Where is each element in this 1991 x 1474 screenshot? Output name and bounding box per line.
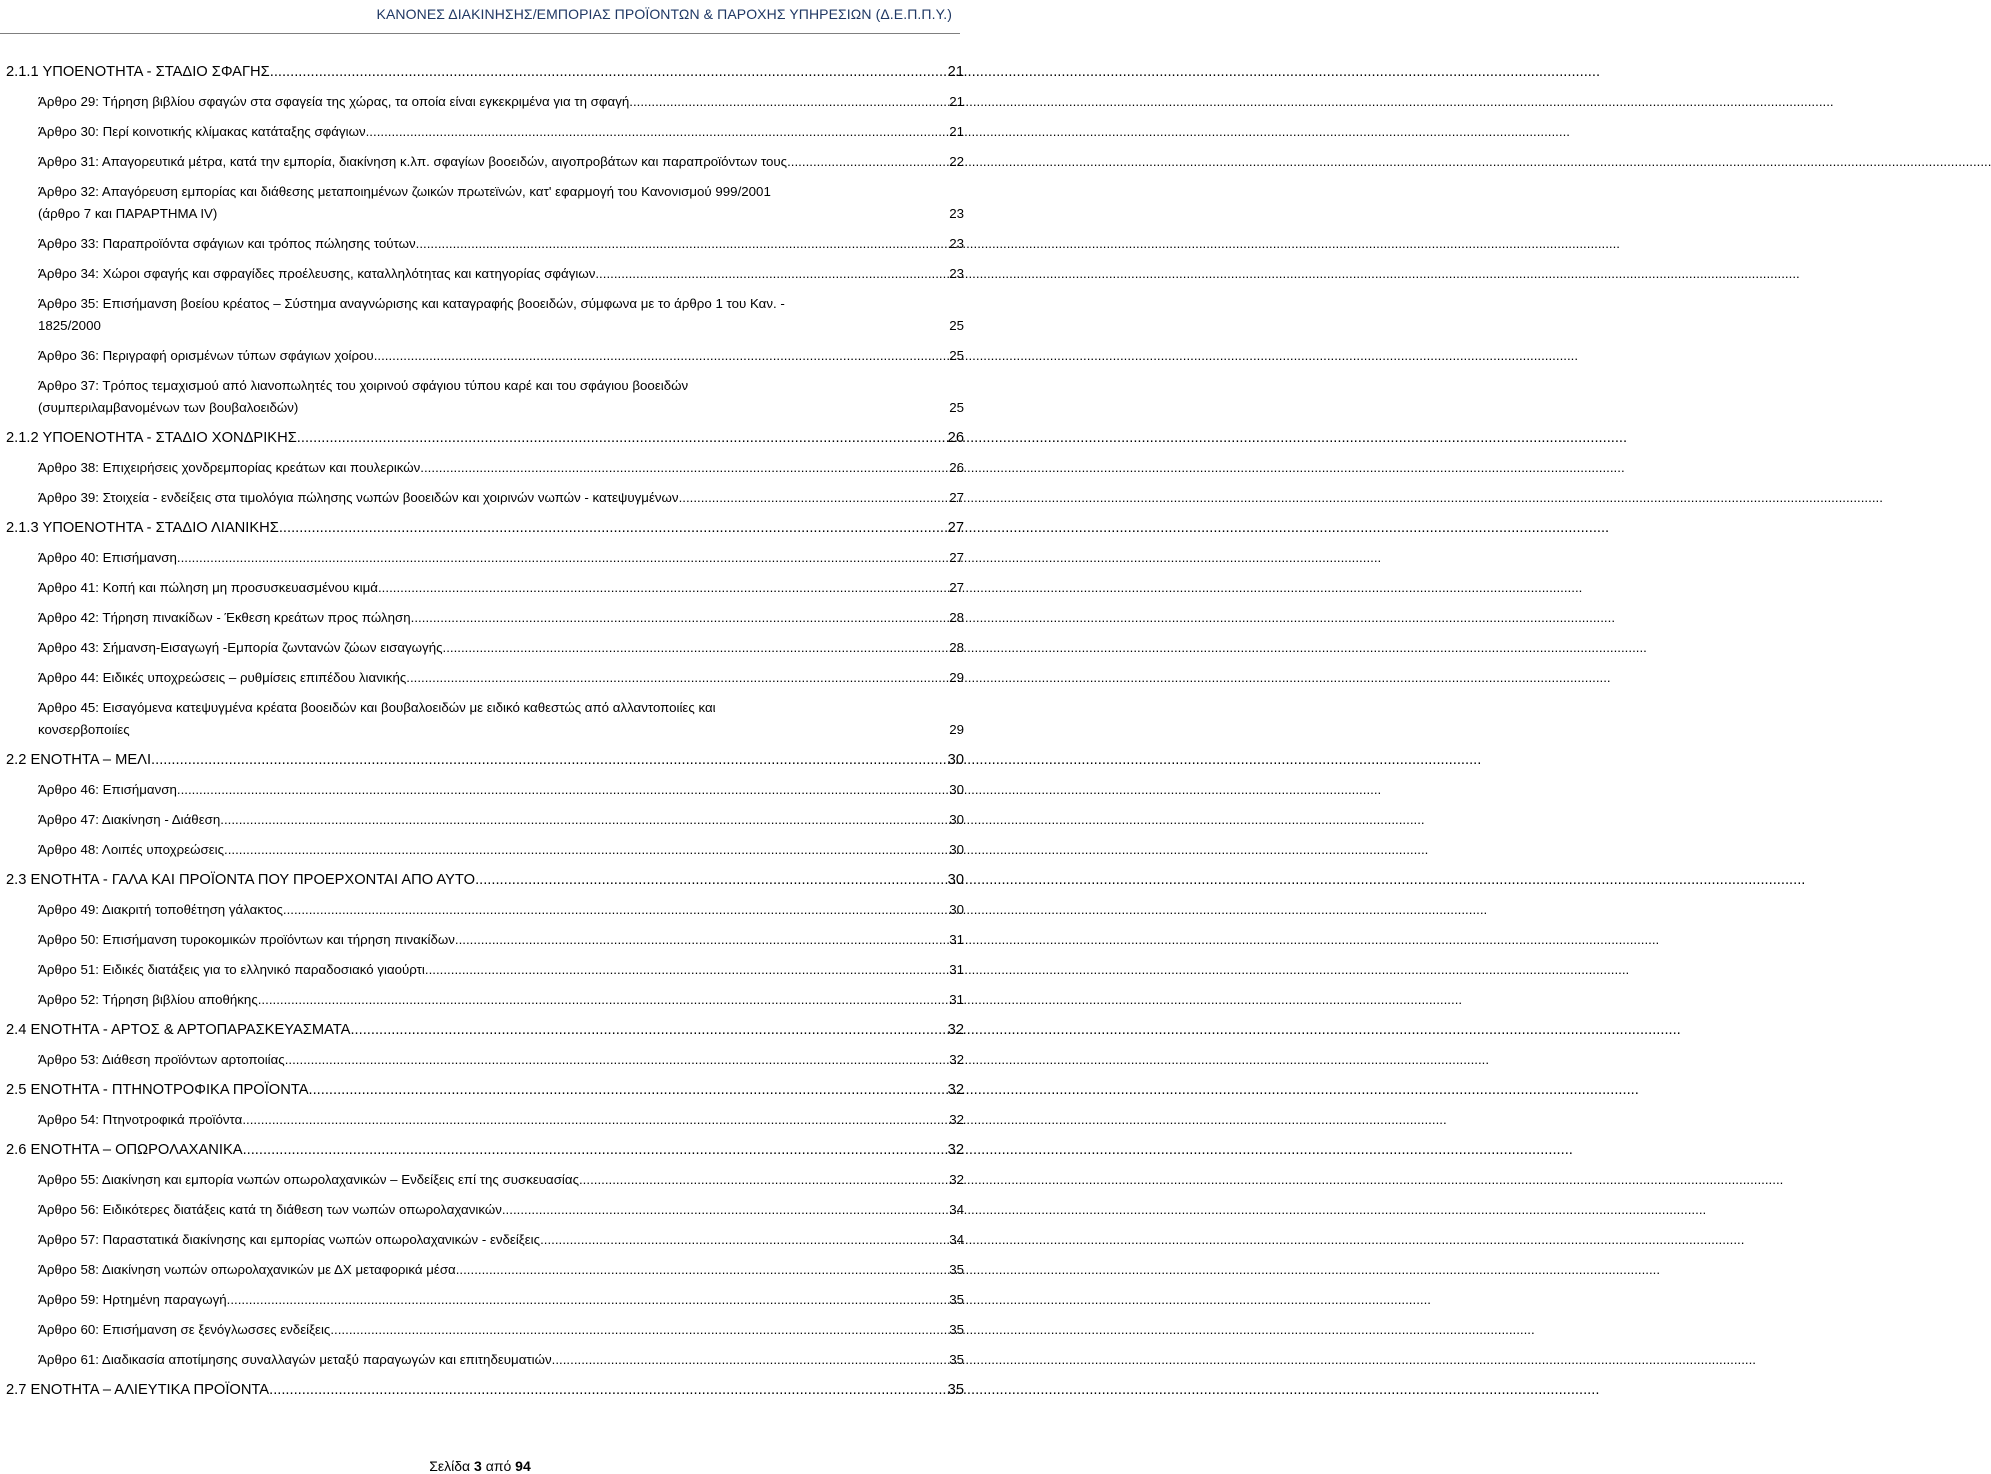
toc-article-59[interactable]: Άρθρο 59: Ηρτημένη παραγωγή ..... 35 xyxy=(6,1289,964,1311)
toc-article-50[interactable]: Άρθρο 50: Επισήμανση τυροκομικών προϊόντων και τήρηση πινακίδων ..... 31 xyxy=(6,929,964,951)
toc-article-36[interactable]: Άρθρο 36: Περιγραφή ορισμένων τύπων σφάγιων χοίρου ..... 25 xyxy=(6,345,964,367)
footer-total-pages: 94 xyxy=(515,1458,531,1474)
footer-page-label: Σελίδα xyxy=(429,1458,471,1474)
toc-section-2-1-1[interactable]: 2.1.1 ΥΠΟΕΝΟΤΗΤΑ - ΣΤΑΔΙΟ ΣΦΑΓΗΣ ..... 21 xyxy=(6,61,964,83)
toc-article-39[interactable]: Άρθρο 39: Στοιχεία - ενδείξεις στα τιμολόγια πώλησης νωπών βοοειδών και χοιρινών νωπών - κατεψυγμένων ..... 27 xyxy=(6,487,964,509)
toc-article-47[interactable]: Άρθρο 47: Διακίνηση - Διάθεση ..... 30 xyxy=(6,809,964,831)
toc-article-38[interactable]: Άρθρο 38: Επιχειρήσεις χονδρεμπορίας κρεάτων και πουλερικών ..... 26 xyxy=(6,457,964,479)
toc-article-61[interactable]: Άρθρο 61: Διαδικασία αποτίμησης συναλλαγών μεταξύ παραγωγών και επιτηδευματιών ..... 35 xyxy=(6,1349,964,1371)
toc-article-33[interactable]: Άρθρο 33: Παραπροϊόντα σφάγιων και τρόπος πώλησης τούτων ..... 23 xyxy=(6,233,964,255)
toc-article-42[interactable]: Άρθρο 42: Τήρηση πινακίδων - Έκθεση κρεάτων προς πώληση ..... 28 xyxy=(6,607,964,629)
toc-article-49[interactable]: Άρθρο 49: Διακριτή τοποθέτηση γάλακτος ..... 30 xyxy=(6,899,964,921)
toc-article-56[interactable]: Άρθρο 56: Ειδικότερες διατάξεις κατά τη διάθεση των νωπών οπωρολαχανικών ..... 34 xyxy=(6,1199,964,1221)
running-header: ΚΑΝΟΝΕΣ ΔΙΑΚΙΝΗΣΗΣ/ΕΜΠΟΡΙΑΣ ΠΡΟΪΟΝΤΩΝ & ΠΑΡΟΧΗΣ ΥΠΗΡΕΣΙΩΝ (Δ.Ε.Π.Π.Υ.) xyxy=(376,6,952,22)
toc-article-43[interactable]: Άρθρο 43: Σήμανση-Εισαγωγή -Εμπορία ζωντανών ζώων εισαγωγής ..... 28 xyxy=(6,637,964,659)
toc-section-2-4[interactable]: 2.4 ΕΝΟΤΗΤΑ - ΑΡΤΟΣ & ΑΡΤΟΠΑΡΑΣΚΕΥΑΣΜΑΤΑ ..... 32 xyxy=(6,1019,964,1041)
toc-article-34[interactable]: Άρθρο 34: Χώροι σφαγής και σφραγίδες προέλευσης, καταλληλότητας και κατηγορίας σφάγιων ..... 23 xyxy=(6,263,964,285)
toc-article-58[interactable]: Άρθρο 58: Διακίνηση νωπών οπωρολαχανικών με ΔΧ μεταφορικά μέσα ..... 35 xyxy=(6,1259,964,1281)
toc-section-2-7[interactable]: 2.7 ΕΝΟΤΗΤΑ – ΑΛΙΕΥΤΙΚΑ ΠΡΟΪΟΝΤΑ ..... 35 xyxy=(6,1379,964,1401)
toc-article-44[interactable]: Άρθρο 44: Ειδικές υποχρεώσεις – ρυθμίσεις επιπέδου λιανικής ..... 29 xyxy=(6,667,964,689)
toc-article-29[interactable]: Άρθρο 29: Τήρηση βιβλίου σφαγών στα σφαγεία της χώρας, τα οποία είναι εγκεκριμένα για τη σφαγή ..... 21 xyxy=(6,91,964,113)
toc-article-60[interactable]: Άρθρο 60: Επισήμανση σε ξενόγλωσσες ενδείξεις ..... 35 xyxy=(6,1319,964,1341)
toc-article-48[interactable]: Άρθρο 48: Λοιπές υποχρεώσεις ..... 30 xyxy=(6,839,964,861)
toc-article-40[interactable]: Άρθρο 40: Επισήμανση ..... 27 xyxy=(6,547,964,569)
toc-section-2-1-2[interactable]: 2.1.2 ΥΠΟΕΝΟΤΗΤΑ - ΣΤΑΔΙΟ ΧΟΝΔΡΙΚΗΣ ..... 26 xyxy=(6,427,964,449)
toc-section-2-2[interactable]: 2.2 ΕΝΟΤΗΤΑ – ΜΕΛΙ ..... 30 xyxy=(6,749,964,771)
toc-article-57[interactable]: Άρθρο 57: Παραστατικά διακίνησης και εμπορίας νωπών οπωρολαχανικών - ενδείξεις ..... 34 xyxy=(6,1229,964,1251)
toc-article-45[interactable]: Άρθρο 45: Εισαγόμενα κατεψυγμένα κρέατα βοοειδών και βουβαλοειδών με ειδικό καθεστώς από αλλαντοποιίες και κονσερβοποιίες 29 xyxy=(38,700,964,737)
toc-section-2-6[interactable]: 2.6 ΕΝΟΤΗΤΑ – ΟΠΩΡΟΛΑΧΑΝΙΚΑ ..... 32 xyxy=(6,1139,964,1161)
toc-article-55[interactable]: Άρθρο 55: Διακίνηση και εμπορία νωπών οπωρολαχανικών – Ενδείξεις επί της συσκευασίας ..... 32 xyxy=(6,1169,964,1191)
toc-article-46[interactable]: Άρθρο 46: Επισήμανση ..... 30 xyxy=(6,779,964,801)
toc-section-2-1-3[interactable]: 2.1.3 ΥΠΟΕΝΟΤΗΤΑ - ΣΤΑΔΙΟ ΛΙΑΝΙΚΗΣ ..... 27 xyxy=(6,517,964,539)
toc-article-52[interactable]: Άρθρο 52: Τήρηση βιβλίου αποθήκης ..... 31 xyxy=(6,989,964,1011)
table-of-contents xyxy=(6,61,964,1401)
toc-section-2-5[interactable]: 2.5 ΕΝΟΤΗΤΑ - ΠΤΗΝΟΤΡΟΦΙΚΑ ΠΡΟΪΟΝΤΑ ..... 32 xyxy=(6,1079,964,1101)
header-divider xyxy=(0,33,960,34)
toc-article-30[interactable]: Άρθρο 30: Περί κοινοτικής κλίμακας κατάταξης σφάγιων ..... 21 xyxy=(6,121,964,143)
page-footer xyxy=(0,1458,960,1474)
footer-separator: από xyxy=(485,1458,512,1474)
toc-article-37[interactable]: Άρθρο 37: Τρόπος τεμαχισμού από λιανοπωλητές του χοιρινού σφάγιου τύπου καρέ και του σφάγιου βοοειδών (συμπεριλαμβανομένων των βουβαλοειδών) 25 xyxy=(38,378,964,415)
toc-article-51[interactable]: Άρθρο 51: Ειδικές διατάξεις για το ελληνικό παραδοσιακό γιαούρτι ..... 31 xyxy=(6,959,964,981)
toc-section-2-3[interactable]: 2.3 ΕΝΟΤΗΤΑ - ΓΑΛΑ ΚΑΙ ΠΡΟΪΟΝΤΑ ΠΟΥ ΠΡΟΕΡΧΟΝΤΑΙ ΑΠΟ ΑΥΤΟ ..... 30 xyxy=(6,869,964,891)
toc-article-32[interactable]: Άρθρο 32: Απαγόρευση εμπορίας και διάθεσης μεταποιημένων ζωικών πρωτεϊνών, κατ' εφαρμογή του Κανονισμού 999/2001 (άρθρο 7 και ΠΑΡΑΡΤΗΜΑ IV) 23 xyxy=(38,184,964,221)
toc-article-53[interactable]: Άρθρο 53: Διάθεση προϊόντων αρτοποιίας ..... 32 xyxy=(6,1049,964,1071)
toc-article-54[interactable]: Άρθρο 54: Πτηνοτροφικά προϊόντα ..... 32 xyxy=(6,1109,964,1131)
toc-article-35[interactable]: Άρθρο 35: Επισήμανση βοείου κρέατος – Σύστημα αναγνώρισης και καταγραφής βοοειδών, σύμφωνα με το άρθρο 1 του Καν. - 1825/2000 25 xyxy=(38,296,964,333)
toc-article-31[interactable]: Άρθρο 31: Απαγορευτικά μέτρα, κατά την εμπορία, διακίνηση κ.λπ. σφαγίων βοοειδών, αιγοπροβάτων και παραπροϊόντων τους ..... 22 xyxy=(6,151,964,173)
toc-article-41[interactable]: Άρθρο 41: Κοπή και πώληση μη προσυσκευασμένου κιμά ..... 27 xyxy=(6,577,964,599)
footer-current-page: 3 xyxy=(474,1458,482,1474)
